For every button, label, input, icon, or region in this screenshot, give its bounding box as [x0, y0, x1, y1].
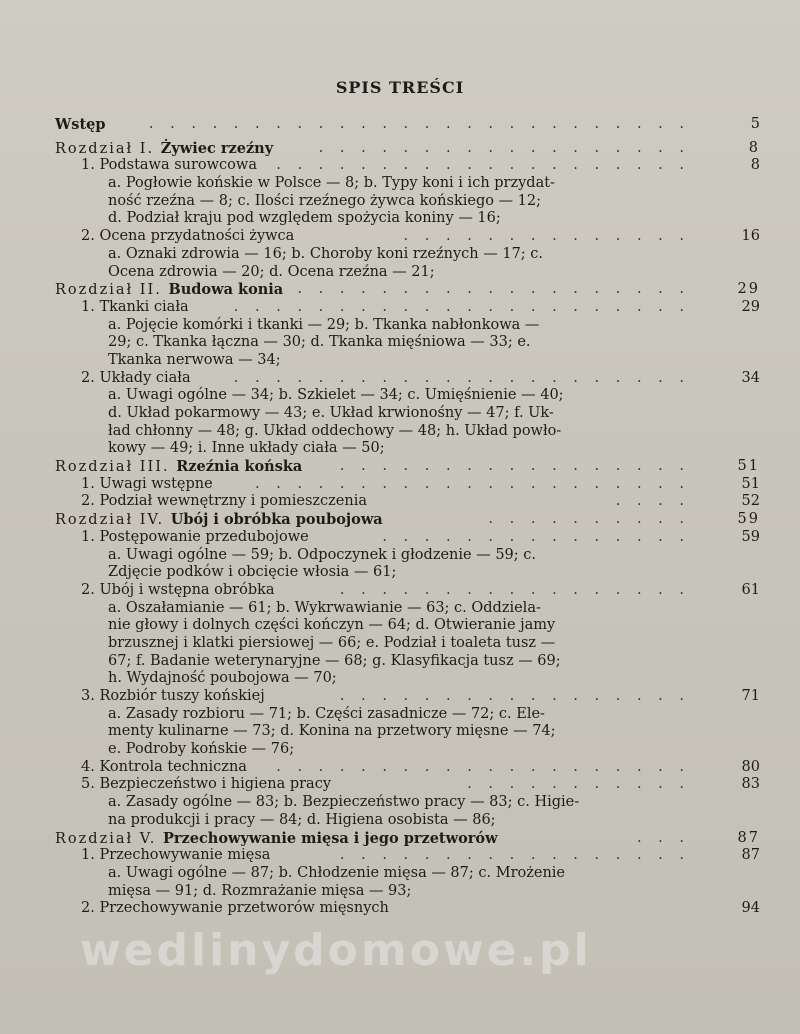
chapter-heading: Rozdział IV. Ubój i obróbka poubojowa . . . . . . . . . . 59 — [55, 511, 760, 529]
entry-page: 5 — [750, 116, 760, 132]
subsection-text: na produkcji i pracy — 84; d. Higiena osobista — 86; — [108, 811, 496, 828]
subsection-text: a. Uwagi ogólne — 59; b. Odpoczynek i głodzenie — 59; c. — [108, 546, 536, 563]
watermark: wedlinydomowe.pl — [80, 925, 592, 976]
page-title: SPIS TREŚCI — [335, 78, 465, 97]
section-entry: 3. Rozbiór tuszy końskiej . . . . . . . . . . . . . . . . . 71 — [81, 688, 760, 704]
section-entry: 2. Układy ciała . . . . . . . . . . . . . . . . . . . . . . 34 — [81, 369, 760, 386]
subsection-text: brzusznej i klatki piersiowej — 66; e. Podział i toaleta tusz — — [108, 634, 556, 651]
chapter-heading: Rozdział III. Rzeźnia końska . . . . . . . . . . . . . . . . . 51 — [55, 458, 760, 476]
section-entry: 1. Podstawa surowcowa . . . . . . . . . . . . . . . . . . . . 8 — [81, 157, 760, 174]
section-entry: 5. Bezpieczeństwo i higiena pracy . . . . . . . . . . . 83 — [81, 776, 760, 793]
section-entry: 1. Przechowywanie mięsa . . . . . . . . . . . . . . . . . 87 — [81, 847, 760, 864]
subsection-text: a. Oznaki zdrowia — 16; b. Choroby koni rzeźnych — 17; c. — [108, 245, 544, 262]
subsection-text: d. Układ pokarmowy — 43; e. Układ krwionośny — 47; f. Uk- — [108, 405, 554, 421]
section-entry: 1. Uwagi wstępne . . . . . . . . . . . . . . . . . . . . . 51 — [81, 475, 760, 492]
subsection-text: e. Podroby końskie — 76; — [108, 741, 295, 758]
chapter-heading: Rozdział I. Żywiec rzeźny . . . . . . . . . . . . . . . . . . 8 — [55, 139, 760, 157]
subsection-text: 67; f. Badanie weterynaryjne — 68; g. Klasyfikacja tusz — 69; — [108, 652, 561, 669]
subsection-text: d. Podział kraju pod względem spożycia koniny — 16; — [108, 210, 501, 227]
subsection-text: menty kulinarne — 73; d. Konina na przetwory mięsne — 74; — [108, 723, 556, 740]
section-entry: 2. Przechowywanie przetworów mięsnych 94 — [81, 900, 760, 917]
chapter-heading: Rozdział V. Przechowywanie mięsa i jego przetworów . . . 87 — [55, 829, 760, 847]
subsection-text: a. Zasady rozbioru — 71; b. Części zasadnicze — 72; c. Ele- — [108, 705, 545, 722]
subsection-text: h. Wydajność poubojowa — 70; — [108, 670, 337, 687]
section-entry: 1. Postępowanie przedubojowe . . . . . . . . . . . . . . . 59 — [81, 528, 760, 545]
subsection-text: a. Pogłowie końskie w Polsce — 8; b. Typy koni i ich przydat- — [108, 175, 555, 192]
subsection-text: a. Oszałamianie — 61; b. Wykrwawianie — 63; c. Oddziela- — [108, 599, 541, 616]
section-entry: 2. Podział wewnętrzny i pomieszczenia . . . . 52 — [81, 493, 760, 510]
table-of-contents — [55, 116, 760, 918]
subsection-text: Tkanka nerwowa — 34; — [108, 351, 281, 368]
subsection-text: ność rzeźna — 8; c. Ilości rzeźnego żywca końskiego — 12; — [108, 192, 542, 209]
section-entry: 2. Ubój i wstępna obróbka . . . . . . . . . . . . . . . . . 61 — [81, 581, 760, 598]
entry-label: Wstęp — [55, 116, 106, 133]
subsection-text: nie głowy i dolnych części kończyn — 64; d. Otwieranie jamy — [108, 617, 556, 634]
section-entry: 4. Kontrola techniczna . . . . . . . . . . . . . . . . . . . . 80 — [81, 758, 760, 775]
subsection-text: mięsa — 91; d. Rozmrażanie mięsa — 93; — [108, 882, 412, 899]
subsection-text: kowy — 49; i. Inne układy ciała — 50; — [108, 440, 385, 457]
subsection-text: a. Uwagi ogólne — 87; b. Chłodzenie mięsa — 87; c. Mrożenie — [108, 864, 566, 881]
subsection-text: a. Zasady ogólne — 83; b. Bezpieczeństwo pracy — 83; c. Higie- — [108, 794, 580, 811]
chapter-heading: Rozdział II. Budowa konia . . . . . . . . . . . . . . . . . . . 29 — [55, 281, 760, 299]
section-entry: 1. Tkanki ciała . . . . . . . . . . . . . . . . . . . . . . 29 — [81, 298, 760, 315]
subsection-text: a. Pojęcie komórki i tkanki — 29; b. Tkanka nabłonkowa — — [108, 316, 540, 333]
section-entry: 2. Ocena przydatności żywca . . . . . . . . . . . . . . 16 — [81, 228, 760, 245]
subsection-text: a. Uwagi ogólne — 34; b. Szkielet — 34; c. Umięśnienie — 40; — [108, 387, 564, 404]
subsection-text: Ocena zdrowia — 20; d. Ocena rzeźna — 21; — [108, 263, 435, 280]
subsection-text: ład chłonny — 48; g. Układ oddechowy — 48; h. Układ powło- — [108, 422, 562, 439]
toc-entry-wstep: Wstęp . . . . . . . . . . . . . . . . . . . . . . . . . . 5 — [55, 116, 760, 133]
subsection-text: 29; c. Tkanka łączna — 30; d. Tkanka mięśniowa — 33; e. — [108, 334, 531, 351]
subsection-text: Zdjęcie podków i obcięcie włosia — 61; — [108, 564, 397, 581]
